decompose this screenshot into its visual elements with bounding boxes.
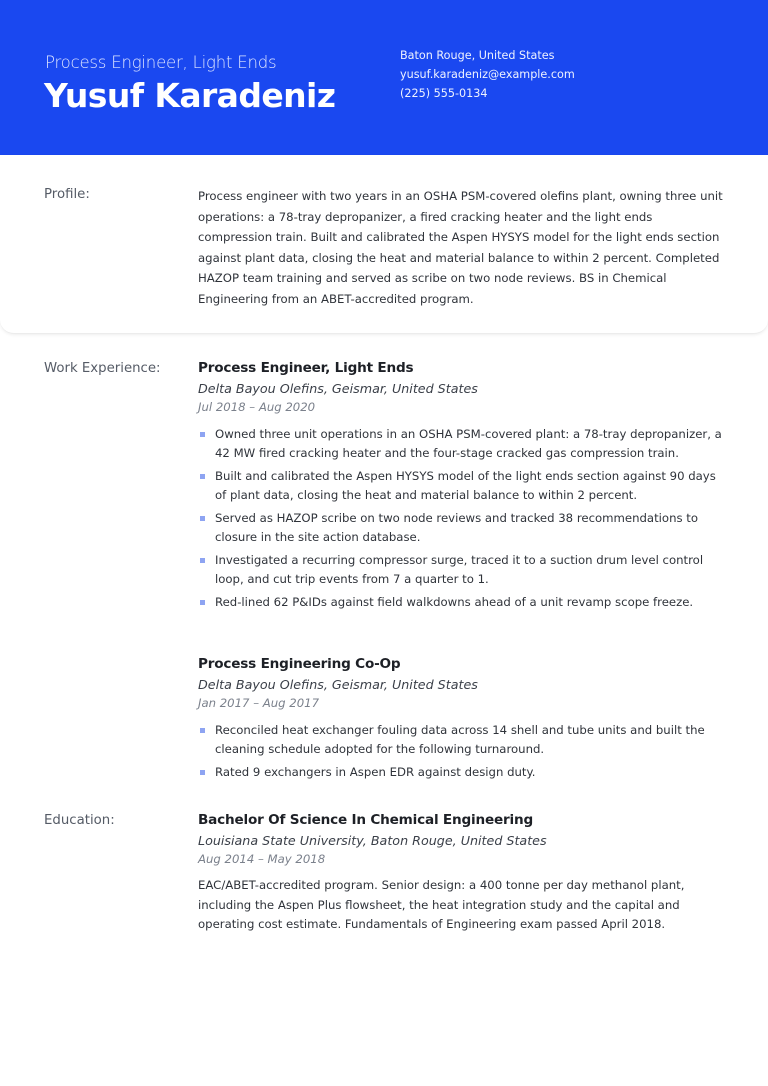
education-label: Education: [44, 813, 115, 828]
profile-label: Profile: [44, 187, 90, 202]
bullet-text: Reconciled heat exchanger fouling data across 14 shell and tube units and built the cleaning schedule adopted for the following turnaround. [215, 723, 705, 756]
work-experience-label: Work Experience: [44, 361, 161, 376]
bullet-text: Rated 9 exchangers in Aspen EDR against design duty. [215, 765, 536, 779]
job-entry [198, 360, 728, 616]
bullet-text: Owned three unit operations in an OSHA PSM-covered plant: a 78-tray depropanizer, a 42 MW fired cracking heater and the four-stage cracked gas compression train. [215, 427, 722, 460]
bullet-square-icon [200, 558, 205, 563]
education-description: EAC/ABET-accredited program. Senior design: a 400 tonne per day methanol plant, including the Aspen Plus flowsheet, the heat integration study and the capital and operating cost estimate. Fundamentals of Engineering exam passed April 2018. [198, 878, 685, 931]
bullet-item [198, 425, 728, 463]
bullet-square-icon [200, 432, 205, 437]
education-dates: Aug 2014 – May 2018 [198, 852, 326, 866]
job-bullets [198, 721, 728, 782]
bullet-square-icon [200, 728, 205, 733]
contact-email[interactable]: yusuf.karadeniz@example.com [400, 68, 575, 81]
bullet-item [198, 509, 728, 547]
bullet-item [198, 721, 728, 759]
job-company: Delta Bayou Olefins, Geismar, United States [198, 381, 478, 396]
school-name: Louisiana State University, Baton Rouge, United States [198, 833, 547, 848]
resume-header [0, 0, 768, 155]
job-bullets [198, 425, 728, 612]
profile-summary: Process engineer with two years in an OSHA PSM-covered olefins plant, owning three unit operations: a 78-tray depropanizer, a fired cracking heater and the light ends compression train. Built and calibrated the Aspen HYSYS model for the light ends section against plant data, closing the heat and material balance to within 2 percent. Completed HAZOP team training and served as scribe on two node reviews. BS in Chemical Engineering from an ABET-accredited program. [198, 189, 723, 306]
education-entry [198, 812, 728, 935]
bullet-text: Investigated a recurring compressor surge, traced it to a suction drum level control loop, and cut trip events from 7 a quarter to 1. [215, 553, 704, 586]
contact-phone[interactable]: (225) 555-0134 [400, 87, 488, 100]
job-dates: Jul 2018 – Aug 2020 [198, 400, 316, 414]
bullet-square-icon [200, 474, 205, 479]
bullet-text: Red-lined 62 P&IDs against field walkdowns ahead of a unit revamp scope freeze. [215, 595, 694, 609]
bullet-item [198, 763, 728, 782]
bullet-item [198, 551, 728, 589]
bullet-text: Built and calibrated the Aspen HYSYS model of the light ends section against 90 days of plant data, closing the heat and material balance to within 2 percent. [215, 469, 716, 502]
candidate-name: Yusuf Karadeniz [44, 76, 336, 115]
bullet-square-icon [200, 600, 205, 605]
contact-info [400, 46, 575, 103]
bullet-square-icon [200, 770, 205, 775]
contact-location: Baton Rouge, United States [400, 49, 555, 62]
bullet-text: Served as HAZOP scribe on two node reviews and tracked 38 recommendations to closure in the site action database. [215, 511, 699, 544]
job-title: Process Engineering Co-Op [198, 656, 401, 672]
job-entry [198, 656, 728, 786]
bullet-item [198, 467, 728, 505]
job-title: Process Engineer, Light Ends [198, 360, 414, 376]
bullet-square-icon [200, 516, 205, 521]
header-job-title: Process Engineer, Light Ends [45, 53, 277, 72]
job-company: Delta Bayou Olefins, Geismar, United States [198, 677, 478, 692]
degree-title: Bachelor Of Science In Chemical Engineering [198, 812, 533, 828]
bullet-item [198, 593, 728, 612]
job-dates: Jan 2017 – Aug 2017 [198, 696, 320, 710]
